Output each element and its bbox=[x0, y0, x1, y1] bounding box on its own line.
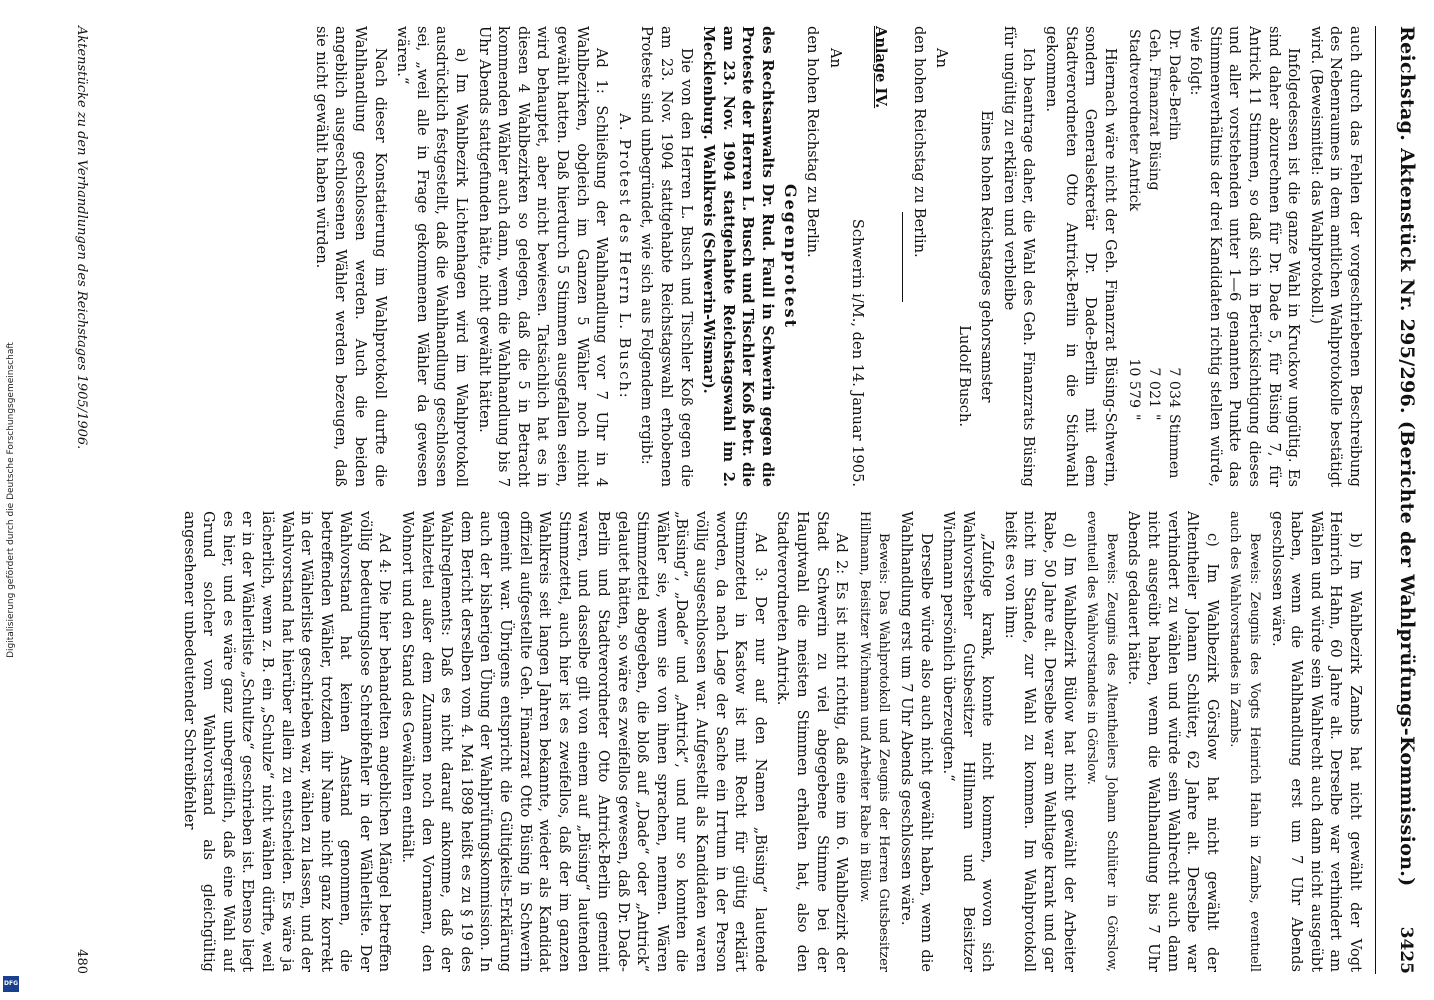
footer-source-line: Aktenstücke zu den Verhandlungen des Reichstages 1905/1906. bbox=[74, 26, 89, 450]
candidate-name: Stadtverordneter Antrick bbox=[1126, 29, 1143, 212]
paragraph: auch durch das Fehlen der vorgeschriebenen Beschreibung des Nebenraumes in dem amtlichen Wahlprotokolle bestätigt wird. (Beweismittel: das Wahlprotokoll.) bbox=[1307, 26, 1364, 487]
paragraph: Infolgedessen ist die ganze Wahl in Kruckow ungültig. Es sind daher abzurechnen für Dr. Dade 5, für Büsing 7, für Antrick 11 Stimmen, so daß sich in Berücksichtigung dieses und aller vorstehenden unter 1—6 genannten Punkte das Stimmenverhältnis der drei Kandidaten richtig stellen würde, wie folgt: bbox=[1187, 26, 1303, 487]
running-head-title: Reichstag. Aktenstück Nr. 295/296. (Berichte der Wahlprüfungs-Kommission.) bbox=[1396, 26, 1418, 887]
digitization-credit-text: Digitalisierung gefördert durch die Deutsche Forschungsgemeinschaft bbox=[6, 342, 16, 658]
address-line: den hohen Reichstag zu Berlin. bbox=[910, 26, 928, 258]
quotation: „Zufolge krank, konnte nicht kommen, wovon sich Wahlvorsteher Gutsbesitzer Hillmann und Beisitzer Wichmann persönlich überzeugten.“ bbox=[940, 511, 997, 972]
paragraph: Derselbe würde also auch nicht gewählt haben, wenn die Wahlhandlung erst um 7 Uhr Abends geschlossen wäre. bbox=[897, 511, 935, 972]
evidence-note: Beweis: Zeugnis des Altentheilers Johann Schlüter in Görslow, eventuell des Wahlvorstandes in Görslow. bbox=[1084, 511, 1119, 972]
divider bbox=[902, 212, 903, 302]
address-line: An bbox=[826, 48, 844, 68]
vote-count-table bbox=[1124, 26, 1183, 487]
vote-unit: " bbox=[1126, 414, 1143, 421]
paragraph: Ad 3: Der nur auf den Namen „Büsing“ lautende Stimmzettel in Kastow ist mit Recht für gültig erklärt worden, da nach Lage der Sache ein Irrtum in der Person völlig ausgeschlossen war. Aufgestellt als Kandidaten waren „Büsing“, „Dade“ und „Antrick“, und nur so konnten die Wähler sie, wenn sie von ihnen sprachen, nennen. Wären Stimmzettel abgegeben, die bloß auf „Dade“ oder „Antrick“ gelautet hätten, so wäre es zweifellos gewesen, daß Dr. Dade-Berlin und Stadtverordneter Otto Antrick-Berlin gemeint waren, und dasselbe gilt von einem auf „Büsing“ lautenden Stimmzettel, auch hier ist es zweifellos, daß der im ganzen Wahlkreis seit langen Jahren bekannte, wieder als Kandidat offiziell aufgestellte Geh. Finanzrat Otto Büsing in Schwerin gemeint war. Übrigens entspricht die Gültigkeits-Erklärung auch der bisherigen Übung der Wahlprüfungskommission. In dem Bericht derselben vom 4. Mai 1898 heißt es zu § 19 des Wahlreglements: Daß es nicht darauf ankomme, daß der Wahlzettel außer dem Zunamen noch den Vornamen, den Wohnort und den Stand des Gewählten enthält. bbox=[399, 511, 769, 972]
paragraph: Hiernach wäre nicht der Geh. Finanzrat Büsing-Schwerin, sondern Generalsekretär Dr. Dade-Berlin mit dem Stadtverordneten Otto Antrick-Berlin in die Stichwahl gekommen. bbox=[1043, 26, 1119, 487]
page-header bbox=[1375, 26, 1416, 974]
paragraph: d) Im Wahlbezirk Bülow hat nicht gewählt der Arbeiter Rabe, 50 Jahre alt. Derselbe war am Wahltage krank und gar nicht im Stande, zur Wahl zu kommen. Im Wahlprotokoll heißt es von ihm: bbox=[1001, 511, 1078, 972]
candidate-name: Geh. Finanzrat Büsing bbox=[1146, 29, 1163, 191]
paragraph: Ad 2: Es ist nicht richtig, daß eine im 6. Wahlbezirk der Stadt Schwerin zu viel abgegebene Stimme bei der Hauptwahl die meisten Stimmen erhalten hat, also den Stadtverordneten Antrick. bbox=[774, 511, 851, 972]
dfg-logo-icon: DFG bbox=[3, 976, 19, 992]
vote-number: 10 579 bbox=[1126, 358, 1143, 408]
evidence-note: Beweis: Zeugnis des Vogts Heinrich Hahn in Zambs, eventuell auch des Wahlvorstandes in Zambs. bbox=[1227, 511, 1263, 972]
evidence-note: Beweis: Das Wahlprotokoll und Zeugnis der Herren Gutsbesitzer Hillmann, Beisitzer Wichmann und Arbeiter Rabe in Bülow. bbox=[856, 511, 892, 972]
page-number-bottom: 480 bbox=[74, 949, 89, 974]
paragraph: c) Im Wahlbezirk Görslow hat nicht gewählt der Altentheiler Johann Schlüter, 62 Jahre alt. Derselbe war verhindert zu wählen und würde sein Wahlrecht auch dann nicht ausgeübt haben, wenn die Wahlhandlung bis 7 Uhr Abends gedauert hätte. bbox=[1125, 511, 1221, 972]
signature: Ludolf Busch. bbox=[955, 325, 973, 427]
scanned-page bbox=[40, 0, 1434, 1000]
page-footer bbox=[65, 26, 91, 974]
vote-unit: " bbox=[1146, 414, 1163, 421]
table-row bbox=[1163, 26, 1183, 487]
digitization-credit-strip bbox=[0, 0, 22, 1000]
page-number-top: 3425 bbox=[1396, 926, 1416, 974]
paragraph: b) Im Wahlbezirk Zambs hat nicht gewählt der Vogt Heinrich Hahn, 60 Jahre alt. Derselbe war verhindert am Wählen und würde sein Wahlrecht auch dann nicht ausgeübt haben, wenn die Wahlhandlung erst um 7 Uhr Abends geschlossen wäre. bbox=[1268, 511, 1364, 972]
column-right bbox=[97, 511, 1365, 972]
table-row bbox=[1124, 26, 1144, 487]
paragraph: Ich beantrage daher, die Wahl des Geh. Finanzrats Büsing für ungültig zu erklären und verbleibe bbox=[1000, 26, 1038, 487]
paragraph-subject: des Rechtsanwalts Dr. Rud. Faull in Schwerin gegen die Proteste der Herren L. Busch und Tischler Koß betr. die am 23. Nov. 1904 stattgehabte Reichstagswahl im 2. Mecklenburg. Wahlkreis (Schwerin-Wismar). bbox=[700, 26, 776, 487]
address-line: An bbox=[933, 48, 951, 68]
place-date-line: Schwerin i/M., den 14. Januar 1905. bbox=[849, 218, 867, 487]
subsection-heading: A. Protest des Herrn L. Busch: bbox=[615, 113, 633, 400]
address-line: den hohen Reichstag zu Berlin. bbox=[804, 26, 822, 258]
scanned-page-viewport bbox=[40, 0, 1434, 1000]
vote-unit: Stimmen bbox=[1165, 414, 1182, 479]
paragraph: a) Im Wahlbezirk Lichtenhagen wird im Wahlprotokoll ausdrücklich festgestellt, daß die Wahlhandlung geschlossen sei, „weil alle in Frage gekommenen Wähler da gewesen wären.“ bbox=[394, 26, 471, 487]
paragraph: Die von den Herren L. Busch und Tischler Koß gegen die am 23. Nov. 1904 stattgehabte Reichstagswahl erhobenen Proteste sind unbegründet, wie sich aus Folgendem ergibt: bbox=[638, 26, 695, 487]
section-title: Gegenprotest bbox=[780, 183, 800, 330]
vote-number: 7 021 bbox=[1146, 367, 1163, 408]
candidate-name: Dr. Dade-Berlin bbox=[1165, 29, 1182, 141]
column-left bbox=[97, 26, 1365, 487]
text-columns bbox=[97, 26, 1365, 974]
paragraph: Ad 1: Schließung der Wahlhandlung vor 7 Uhr in 4 Wahlbezirken, obgleich im Ganzen 5 Wähler noch nicht gewählt hatten. Daß hierdurch 5 Stimmen ausgefallen seien, wird behauptet, aber nicht bewiesen. Tatsächlich hat es in diesen 4 Wahlbezirken so gelegen, daß die 5 in Betracht kommenden Wähler auch dann, wenn die Wahlhandlung bis 7 Uhr Abends stattgefunden hätte, nicht gewählt hätten. bbox=[475, 26, 611, 487]
paragraph: Ad 4: Die hier behandelten angeblichen Mängel betreffen völlig bedeutungslose Schreibfehler in der Wählerliste. Der Wahlvorstand hat keinen Anstand genommen, die betreffenden Wähler, trotzdem ihr Name nicht ganz korrekt in der Wählerliste geschrieben war, wählen zu lassen, und der Wahlvorstand hat hierüber allein zu entscheiden. Es wäre ja lächerlich, wenn z. B. ein „Schulze“ nicht wählen dürfte, weil er in der Wählerliste „Schultze“ geschrieben ist. Ebenso liegt es hier, und es wäre ganz unbegreiflich, daß eine Wahl auf Grund solcher vom Wahlvorstand als gleichgültig angesehener unbedeutender Schreibfehler bbox=[180, 511, 394, 972]
paragraph: Nach dieser Konstatierung im Wahlprotokoll durfte die Wahlhandlung geschlossen werden. Auch die beiden angeblich ausgeschlossenen Wähler werden bezeugen, daß sie nicht gewählt haben würden. bbox=[312, 26, 389, 487]
vote-number: 7 034 bbox=[1165, 367, 1182, 408]
closing-formula: Eines hohen Reichstages gehorsamster bbox=[978, 110, 996, 403]
table-row bbox=[1143, 26, 1163, 487]
appendix-heading: Anlage IV. bbox=[871, 26, 889, 109]
